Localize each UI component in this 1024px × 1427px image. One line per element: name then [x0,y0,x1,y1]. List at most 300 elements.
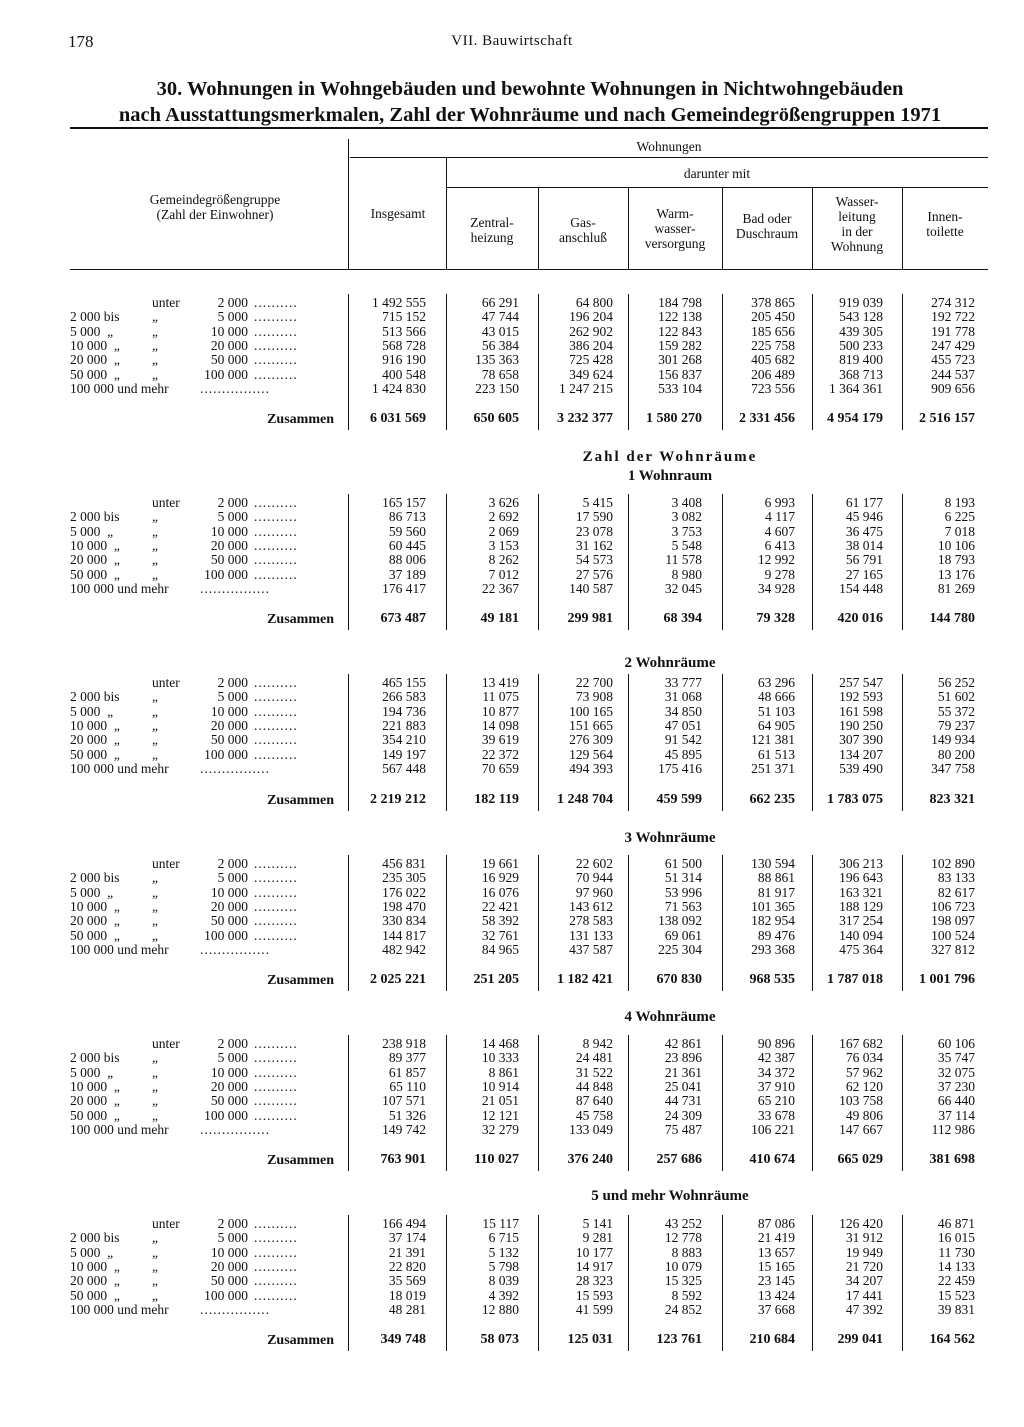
row-label-part: 50 000 [210,1273,248,1289]
table-cell: 439 305 [839,323,883,339]
table-cell: 81 917 [757,884,795,900]
table-cell: 48 281 [388,1301,426,1317]
table-cell: 15 165 [757,1258,795,1274]
table-cell: 175 416 [658,760,702,776]
row-label-part: „ [152,523,158,539]
table-cell: 192 593 [839,689,883,705]
row-label-part: 2 000 bis [70,309,120,325]
row-label-part: unter [152,295,180,310]
table-cell: 32 761 [481,927,519,943]
row-label-part: 100 000 [204,566,248,582]
table-cell: 39 831 [937,1301,975,1317]
column-header-line: wasser- [654,221,696,236]
stub-header [90,192,340,222]
row-label-part: .......... [254,1230,298,1246]
table-cell: 1 492 555 [372,295,426,310]
column-header [350,206,446,221]
row-label-part: 50 000 „ [70,566,120,582]
table-cell: 159 282 [658,337,702,353]
total-cell: 125 031 [567,1332,613,1347]
table-cell: 58 392 [481,913,519,929]
table-cell: 6 225 [944,509,975,525]
table-cell: 37 668 [757,1301,795,1317]
row-label-part: .......... [254,1258,298,1274]
table-cell: 33 678 [757,1107,795,1123]
table-cell: 349 624 [569,366,613,382]
table-cell: 56 791 [845,552,883,568]
table-cell: 176 022 [382,884,426,900]
row-label-part: 100 000 [204,927,248,943]
table-cell: 144 817 [382,927,426,943]
table-cell: 568 728 [382,337,426,353]
row-label-part: „ [152,366,158,382]
table-cell: 916 190 [382,352,426,368]
table-cell: 37 189 [388,566,426,582]
table-cell: 3 153 [488,537,519,553]
table-cell: 23 145 [757,1273,795,1289]
row-label [70,900,342,914]
table-cell: 24 309 [664,1107,702,1123]
total-cell: 257 686 [656,1152,702,1167]
row-label-part: „ [152,732,158,748]
table-cell: 140 587 [569,580,613,596]
total-cell: 68 394 [663,611,702,626]
table-cell: 3 408 [671,495,702,510]
section-subtitle: 3 Wohnräume [624,830,716,846]
table-cell: 47 392 [845,1301,883,1317]
table-cell: 500 233 [839,337,883,353]
row-label [70,914,342,928]
row-label-part: 2 000 bis [70,870,120,886]
total-cell: 1 580 270 [646,411,702,426]
table-cell: 71 563 [664,898,702,914]
table-cell: 182 954 [751,913,795,929]
table-cell: 22 459 [937,1273,975,1289]
table-cell: 21 391 [388,1244,426,1260]
table-cell: 33 777 [664,675,702,690]
table-cell: 10 106 [937,537,975,553]
table-cell: 107 571 [382,1093,426,1109]
total-label: Zusammen [267,1333,334,1348]
table-cell: 7 018 [944,523,975,539]
row-label-part: .......... [254,495,298,510]
table-cell: 7 012 [488,566,519,582]
row-label-part: .......... [254,509,298,525]
row-label-part: „ [152,870,158,886]
table-cell: 37 174 [388,1230,426,1246]
row-label-part: „ [152,337,158,353]
table-cell: 8 592 [671,1287,702,1303]
table-cell: 34 850 [664,703,702,719]
total-cell: 3 232 377 [557,411,613,426]
row-label-part: 2 000 bis [70,509,120,525]
table-cell: 8 883 [671,1244,702,1260]
column-header-line: in der [841,224,873,239]
table-cell: 1 247 215 [559,380,613,396]
table-cell: 10 177 [575,1244,613,1260]
table-cell: 5 141 [582,1216,613,1231]
table-cell: 176 417 [382,580,426,596]
total-cell: 1 001 796 [919,972,975,987]
column-header-line: Wohnung [830,239,884,254]
column-header [538,215,628,245]
table-cell: 198 470 [382,898,426,914]
table-title [70,76,990,128]
table-cell: 6 715 [488,1230,519,1246]
table-cell: 131 133 [569,927,613,943]
table-cell: 22 421 [481,898,519,914]
row-label-part: 5 000 „ [70,1244,114,1260]
table-cell: 306 213 [839,856,883,871]
row-label-part: 10 000 „ [70,898,120,914]
table-cell: 49 806 [845,1107,883,1123]
row-label-part: .......... [254,870,298,886]
table-cell: 149 742 [382,1121,426,1137]
table-cell: 23 896 [664,1050,702,1066]
table-cell: 330 834 [382,913,426,929]
row-label [70,1231,342,1245]
total-cell: 763 901 [380,1152,426,1167]
total-cell: 459 599 [656,792,702,807]
table-cell: 32 045 [664,580,702,596]
row-label [70,1246,342,1260]
column-header-line: toilette [926,224,964,239]
table-cell: 56 252 [937,675,975,690]
row-label [70,582,342,596]
darunter-rule [446,187,988,188]
row-label-part: 5 000 „ [70,703,114,719]
total-cell: 349 748 [380,1332,426,1347]
table-cell: 8 193 [944,495,975,510]
table-cell: 14 098 [481,717,519,733]
row-label-part: .......... [254,352,298,368]
table-cell: 100 165 [569,703,613,719]
table-cell: 22 602 [575,856,613,871]
total-cell: 673 487 [380,611,426,626]
row-label-part: 20 000 „ [70,1273,120,1289]
table-cell: 18 793 [937,552,975,568]
row-label [70,857,342,871]
table-cell: 134 207 [839,746,883,762]
row-label-part: 5 000 „ [70,1064,114,1080]
table-cell: 16 929 [481,870,519,886]
row-label-part: .......... [254,913,298,929]
section-subtitle: 1 Wohnraum [627,468,713,484]
row-label-part: unter [152,856,180,871]
row-label [70,733,342,747]
table-cell: 475 364 [839,941,883,957]
table-cell: 347 758 [931,760,975,776]
section-title: Zahl der Wohnräume [582,449,758,465]
row-label-part: „ [152,1050,158,1066]
row-label [70,1303,342,1317]
row-label-part: 2 000 [217,675,248,690]
total-cell: 58 073 [480,1332,519,1347]
table-cell: 274 312 [931,295,975,310]
table-cell: 22 372 [481,746,519,762]
total-cell: 650 605 [473,411,519,426]
row-label-part: .......... [254,523,298,539]
table-cell: 167 682 [839,1036,883,1051]
table-cell: 69 061 [664,927,702,943]
row-label [70,1080,342,1094]
table-cell: 31 162 [575,537,613,553]
row-label-part: .......... [254,552,298,568]
table-cell: 16 076 [481,884,519,900]
row-label-part: 20 000 [210,337,248,353]
row-label-part: 5 000 „ [70,884,114,900]
table-cell: 23 078 [575,523,613,539]
row-label-part: 100 000 [204,1287,248,1303]
table-cell: 32 075 [937,1064,975,1080]
table-cell: 87 086 [757,1216,795,1231]
table-cell: 42 861 [664,1036,702,1051]
total-cell: 2 331 456 [739,411,795,426]
table-cell: 65 110 [389,1078,426,1094]
total-cell: 164 562 [929,1332,975,1347]
total-cell: 665 029 [837,1152,883,1167]
row-label-part: 2 000 [217,495,248,510]
table-cell: 82 617 [937,884,975,900]
table-cell: 41 599 [575,1301,613,1317]
table-cell: 76 034 [845,1050,883,1066]
table-cell: 8 861 [488,1064,519,1080]
row-label-part: 2 000 bis [70,1050,120,1066]
row-label-part: 20 000 [210,1258,248,1274]
table-cell: 21 361 [664,1064,702,1080]
table-cell: 278 583 [569,913,613,929]
table-cell: 130 594 [751,856,795,871]
row-label-part: 10 000 [210,523,248,539]
row-label [70,1274,342,1288]
table-cell: 8 980 [671,566,702,582]
row-label-part: .......... [254,898,298,914]
table-cell: 494 393 [569,760,613,776]
table-cell: 5 132 [488,1244,519,1260]
table-cell: 62 120 [845,1078,883,1094]
table-cell: 198 097 [931,913,975,929]
row-label [70,1123,342,1137]
total-cell: 2 025 221 [370,972,426,987]
table-cell: 35 747 [937,1050,975,1066]
table-cell: 12 880 [481,1301,519,1317]
table-cell: 39 619 [481,732,519,748]
row-label-part: .......... [254,295,298,310]
row-label [70,1289,342,1303]
row-label-part: 50 000 „ [70,927,120,943]
table-cell: 140 094 [839,927,883,943]
column-header-line: Insgesamt [370,206,426,221]
table-cell: 8 039 [488,1273,519,1289]
table-cell: 482 942 [382,941,426,957]
table-cell: 106 723 [931,898,975,914]
table-cell: 79 237 [937,717,975,733]
column-header-line: leitung [838,209,876,224]
total-cell: 2 516 157 [919,411,975,426]
table-cell: 122 843 [658,323,702,339]
table-cell: 81 269 [937,580,975,596]
table-cell: 24 481 [575,1050,613,1066]
table-cell: 14 468 [481,1036,519,1051]
table-cell: 539 490 [839,760,883,776]
column-header-line: versorgung [644,236,706,251]
table-cell: 27 165 [845,566,883,582]
row-label [70,1066,342,1080]
table-cell: 17 590 [575,509,613,525]
table-cell: 138 092 [658,913,702,929]
table-cell: 4 392 [488,1287,519,1303]
table-cell: 61 857 [388,1064,426,1080]
row-label-part: „ [152,1064,158,1080]
table-cell: 205 450 [751,309,795,325]
row-label-part: 2 000 [217,856,248,871]
table-cell: 19 661 [481,856,519,871]
row-label-part: unter [152,1036,180,1051]
row-label [70,525,342,539]
table-cell: 88 861 [757,870,795,886]
row-label-part: „ [152,703,158,719]
section-subtitle: 4 Wohnräume [624,1009,716,1025]
table-cell: 22 367 [481,580,519,596]
table-cell: 149 197 [382,746,426,762]
table-cell: 45 895 [664,746,702,762]
total-cell: 299 041 [837,1332,883,1347]
table-cell: 9 278 [764,566,795,582]
row-label-part: .......... [254,689,298,705]
row-label-part: 50 000 [210,732,248,748]
row-label-part: 10 000 „ [70,1078,120,1094]
table-cell: 24 852 [664,1301,702,1317]
table-cell: 725 428 [569,352,613,368]
row-label-part: „ [152,537,158,553]
row-label-part: „ [152,913,158,929]
table-cell: 3 626 [488,495,519,510]
row-label [70,676,342,690]
table-cell: 55 372 [937,703,975,719]
row-label-part: .......... [254,337,298,353]
table-cell: 21 419 [757,1230,795,1246]
column-header-line: Innen- [927,209,963,224]
stub-header-line2: (Zahl der Einwohner) [156,207,274,222]
row-label-part: .......... [254,566,298,582]
row-label-part: 5 000 [217,509,248,525]
table-title-line1: 30. Wohnungen in Wohngebäuden und bewohnte Wohnungen in Nichtwohngebäuden [156,78,904,100]
table-cell: 44 731 [664,1093,702,1109]
section-subtitle: 5 und mehr Wohnräume [591,1188,749,1204]
row-label-part: .......... [254,1273,298,1289]
table-cell: 35 569 [388,1273,426,1289]
table-cell: 455 723 [931,352,975,368]
row-label-part: 2 000 bis [70,1230,120,1246]
table-cell: 112 986 [931,1121,975,1137]
table-cell: 262 902 [569,323,613,339]
table-cell: 10 914 [481,1078,519,1094]
table-cell: 75 487 [664,1121,702,1137]
table-cell: 301 268 [658,352,702,368]
table-cell: 163 321 [839,884,883,900]
table-cell: 61 500 [664,856,702,871]
table-cell: 21 720 [845,1258,883,1274]
total-cell: 4 954 179 [827,411,883,426]
table-cell: 293 368 [751,941,795,957]
row-label-part: .......... [254,1078,298,1094]
total-cell: 49 181 [480,611,519,626]
total-cell: 1 182 421 [557,972,613,987]
row-label-part: „ [152,1078,158,1094]
table-cell: 17 441 [845,1287,883,1303]
row-label [70,296,342,310]
row-label-part: „ [152,927,158,943]
table-cell: 42 387 [757,1050,795,1066]
total-label: Zusammen [267,973,334,988]
row-label-part: 10 000 [210,1244,248,1260]
row-label-part: 100 000 [204,746,248,762]
row-label-part: „ [152,689,158,705]
row-label-part: ................ [200,941,270,957]
table-cell: 78 658 [481,366,519,382]
row-label-part: .......... [254,1107,298,1123]
row-label [70,719,342,733]
table-cell: 223 150 [475,380,519,396]
table-cell: 161 598 [839,703,883,719]
table-cell: 154 448 [839,580,883,596]
column-header [902,209,988,239]
table-cell: 44 848 [575,1078,613,1094]
table-cell: 13 657 [757,1244,795,1260]
table-cell: 196 204 [569,309,613,325]
row-label-part: „ [152,509,158,525]
table-cell: 15 325 [664,1273,702,1289]
row-label-part: ................ [200,1301,270,1317]
table-cell: 21 051 [481,1093,519,1109]
table-cell: 5 548 [671,537,702,553]
row-label-part: 20 000 „ [70,552,120,568]
table-cell: 103 758 [839,1093,883,1109]
table-cell: 6 993 [764,495,795,510]
table-cell: 378 865 [751,295,795,310]
table-cell: 101 365 [751,898,795,914]
table-cell: 61 177 [845,495,883,510]
table-cell: 37 114 [938,1107,975,1123]
table-cell: 251 371 [751,760,795,776]
table-cell: 386 204 [569,337,613,353]
table-cell: 206 489 [751,366,795,382]
table-cell: 15 117 [482,1216,519,1231]
row-label-part: ................ [200,380,270,396]
table-cell: 5 798 [488,1258,519,1274]
table-cell: 60 106 [937,1036,975,1051]
column-header-line: Gas- [570,215,596,230]
table-cell: 122 138 [658,309,702,325]
table-cell: 15 593 [575,1287,613,1303]
table-cell: 244 537 [931,366,975,382]
total-cell: 410 674 [749,1152,795,1167]
table-title-line2: nach Ausstattungsmerkmalen, Zahl der Wohnräume und nach Gemeindegrößengruppen 1971 [118,104,942,126]
table-cell: 32 279 [481,1121,519,1137]
row-label [70,1260,342,1274]
total-cell: 210 684 [749,1332,795,1347]
table-cell: 66 440 [937,1093,975,1109]
column-header-line: Zentral- [470,215,514,230]
table-cell: 89 476 [757,927,795,943]
table-cell: 16 015 [937,1230,975,1246]
table-cell: 86 713 [388,509,426,525]
row-label-part: .......... [254,703,298,719]
table-cell: 47 744 [481,309,519,325]
table-cell: 22 820 [388,1258,426,1274]
table-cell: 88 006 [388,552,426,568]
row-label-part: „ [152,717,158,733]
